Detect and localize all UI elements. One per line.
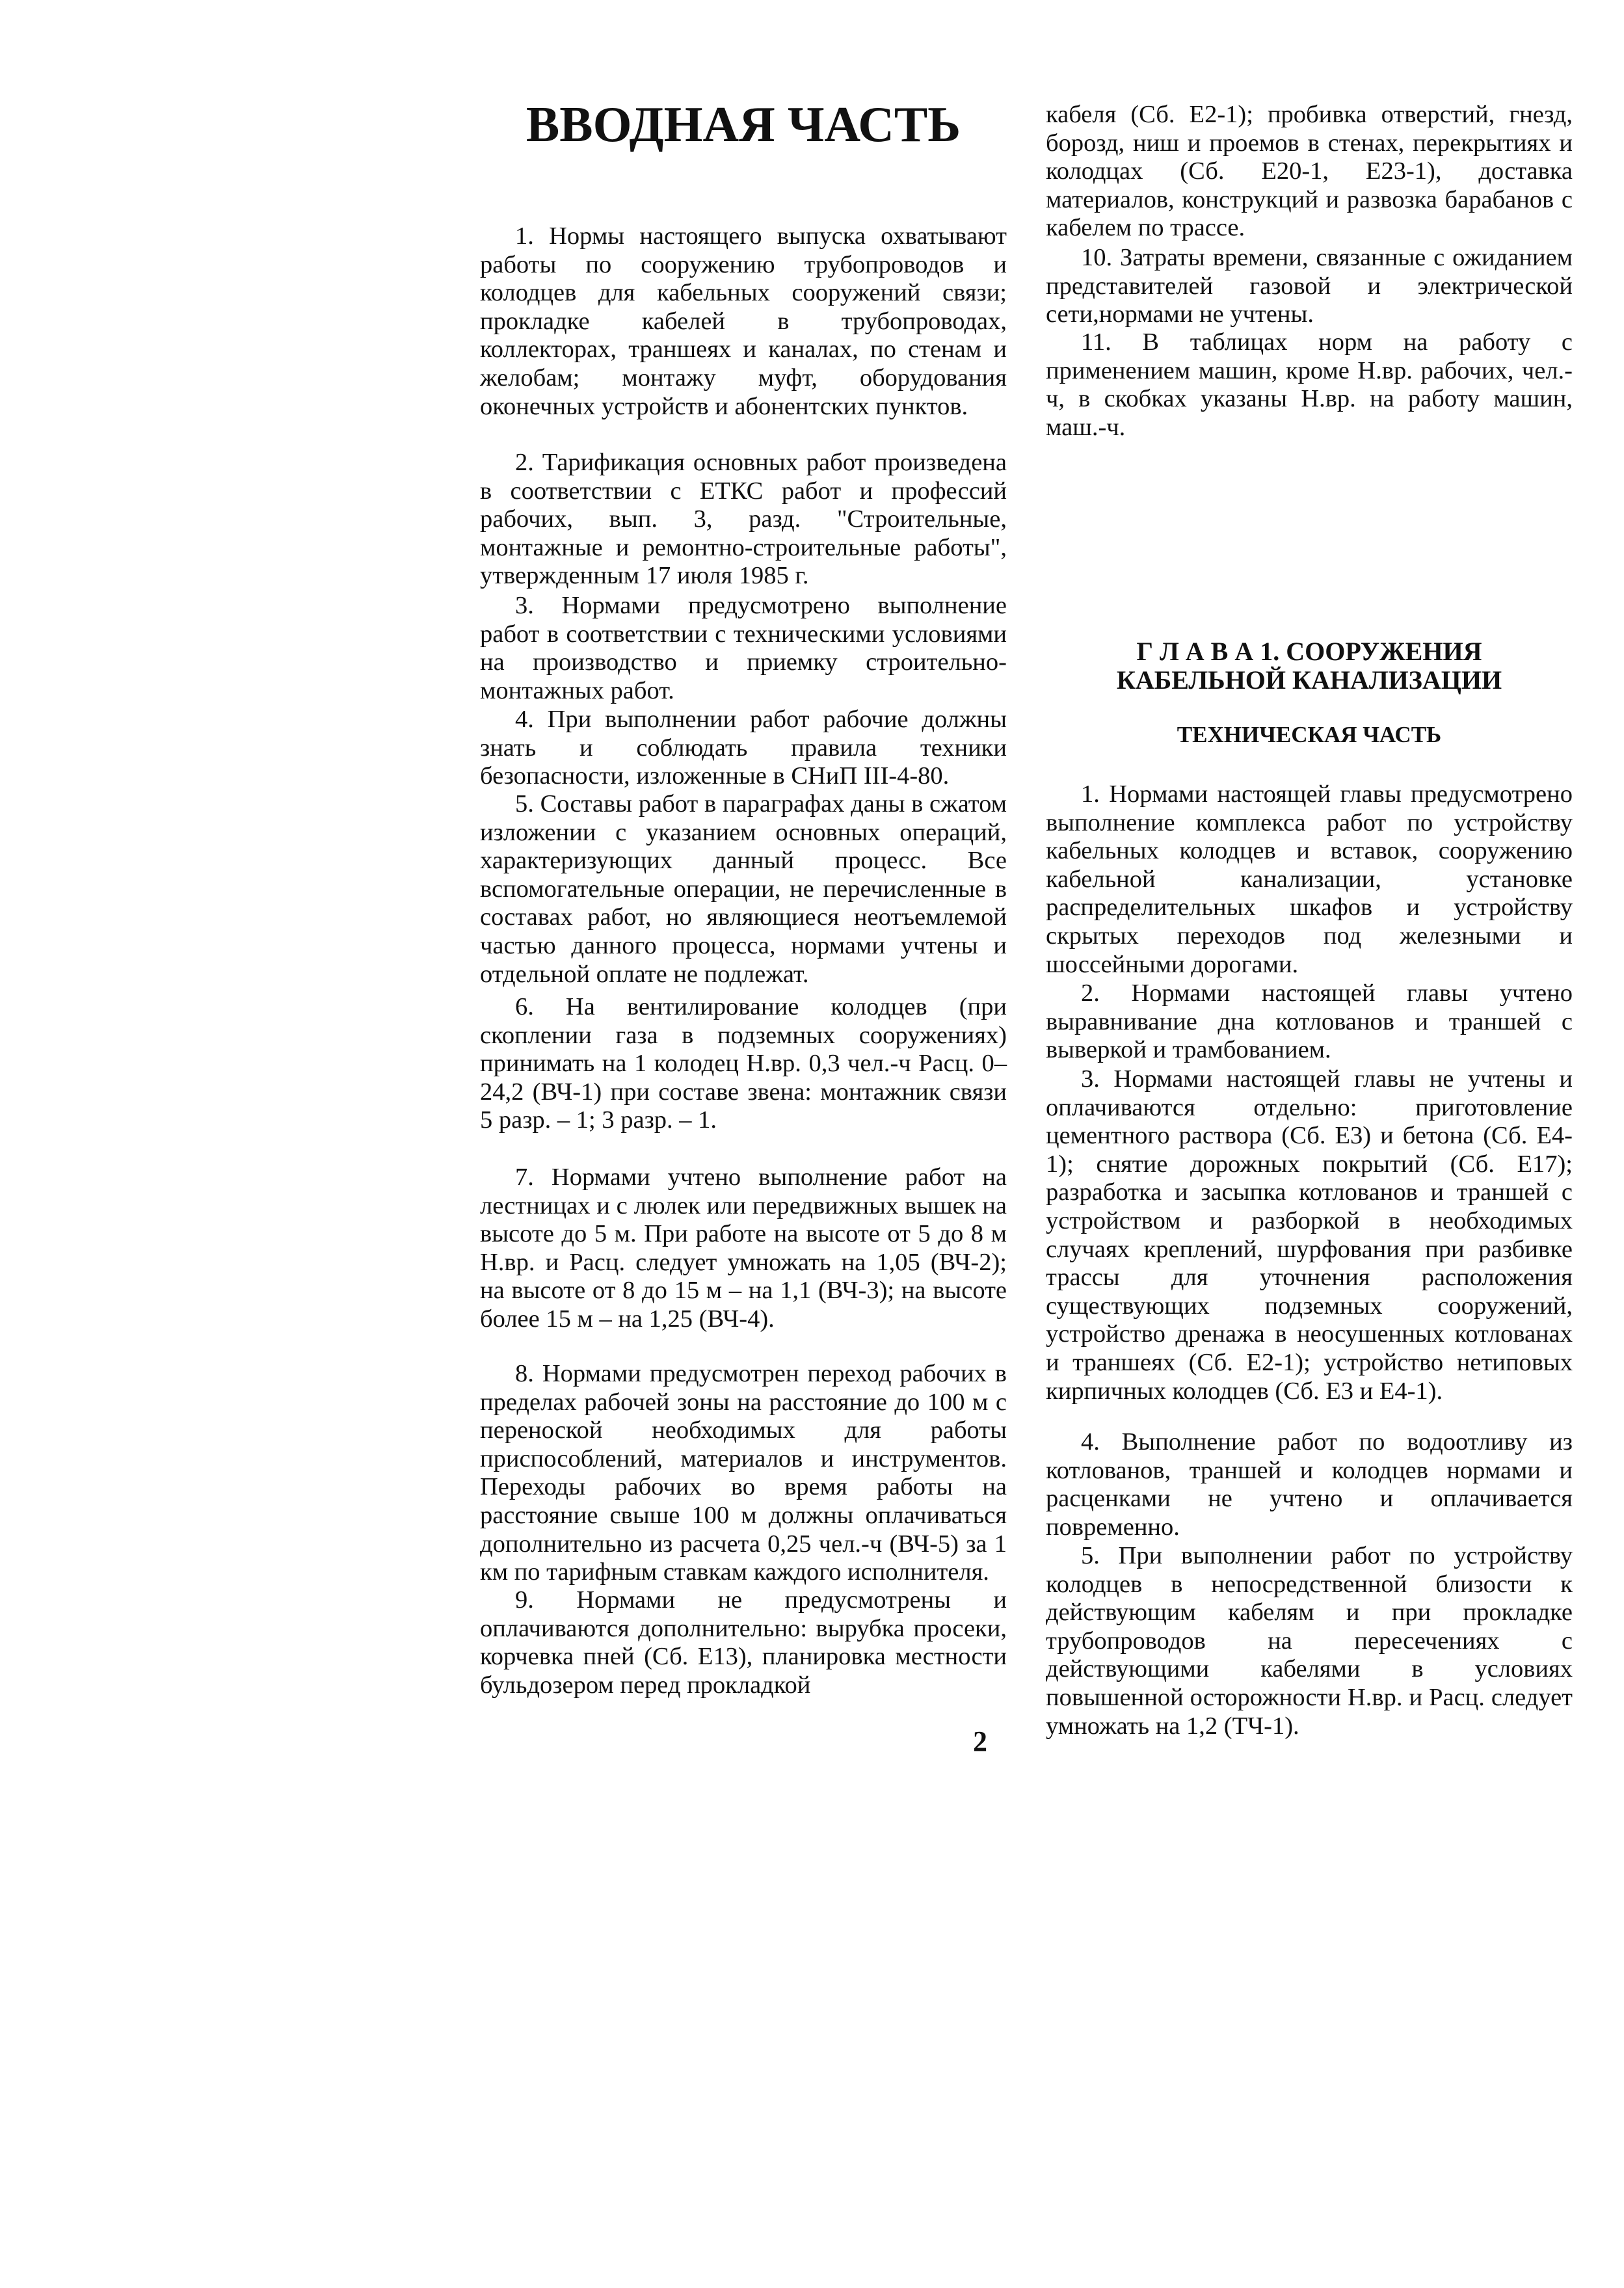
intro-paragraph-3: 3. Нормами предусмотрено выполнение работ в соответствии с техническими условиями на производство и приемку строительно-монтажных работ. (480, 592, 1007, 704)
intro-paragraph-11: 11. В таблицах норм на работу с применением машин, кроме Н.вр. рабочих, чел.-ч, в скобках указаны Н.вр. на работу машин, маш.-ч. (1046, 328, 1573, 441)
intro-paragraph-1: 1. Нормы настоящего выпуска охватывают работы по сооружению трубопроводов и колодцев для кабельных сооружений связи; прокладке кабелей в трубопроводах, коллекторах, траншеях и каналах, по стенам и желобам; монтажу муфт, оборудования оконечных устройств и абонентских пунктов. (480, 222, 1007, 420)
chapter-title-line-1: Г Л А В А 1. СООРУЖЕНИЯ (1136, 637, 1482, 666)
tech-part-title: ТЕХНИЧЕСКАЯ ЧАСТЬ (1177, 722, 1442, 747)
tech-paragraph-2: 2. Нормами настоящей главы учтено выравнивание дна котлованов и траншей с выверкой и трамбованием. (1046, 979, 1573, 1064)
intro-paragraph-10: 10. Затраты времени, связанные с ожиданием представителей газовой и электрической сети,нормами не учтены. (1046, 244, 1573, 328)
intro-paragraph-8: 8. Нормами предусмотрен переход рабочих в пределах рабочей зоны на расстояние до 100 м с переноской необходимых для работы приспособлений, материалов и инструментов. Переходы рабочих во время работы на расстояние свыше 100 м должны оплачиваться дополнительно из расчета 0,25 чел.-ч (ВЧ-5) за 1 км по тарифным ставкам каждого исполнителя. (480, 1360, 1007, 1586)
page-number: 2 (973, 1725, 987, 1757)
intro-continuation: кабеля (Сб. Е2-1); пробивка отверстий, гнезд, борозд, ниш и проемов в стенах, перекрытиях и колодцах (Сб. Е20-1, Е23-1), доставка материалов, конструкций и развозка барабанов с кабелем по трассе. (1046, 101, 1573, 242)
intro-paragraph-9: 9. Нормами не предусмотрены и оплачиваются дополнительно: вырубка просеки, корчевка пней (Сб. Е13), планировка местности бульдозером перед прокладкой (480, 1586, 1007, 1699)
intro-paragraph-7: 7. Нормами учтено выполнение работ на лестницах и с люлек или передвижных вышек на высоте до 5 м. При работе на высоте от 5 до 8 м Н.вр. и Расц. следует умножать на 1,05 (ВЧ-2); на высоте от 8 до 15 м – на 1,1 (ВЧ-3); на высоте более 15 м – на 1,25 (ВЧ-4). (480, 1164, 1007, 1333)
intro-paragraph-4: 4. При выполнении работ рабочие должны знать и соблюдать правила техники безопасности, изложенные в СНиП III-4-80. (480, 706, 1007, 790)
tech-paragraph-3: 3. Нормами настоящей главы не учтены и оплачиваются отдельно: приготовление цементного раствора (Сб. Е3) и бетона (Сб. Е4-1); снятие дорожных покрытий (Сб. Е17); разработка и засыпка котлованов и траншей с устройством и разборкой в необходимых случаях креплений, шурфования при разбивке трассы для уточнения расположения существующих подземных сооружений, устройство дренажа в неосушенных котлованах и траншеях (Сб. Е2-1); устройство нетиповых кирпичных колодцев (Сб. Е3 и Е4-1). (1046, 1065, 1573, 1405)
chapter-title-line-2: КАБЕЛЬНОЙ КАНАЛИЗАЦИИ (1116, 665, 1502, 695)
intro-paragraph-5: 5. Составы работ в параграфах даны в сжатом изложении с указанием основных операций, характеризующих данный процесс. Все вспомогательные операции, не перечисленные в составах работ, но являющиеся неотъемлемой частью данного процесса, нормами учтены и отдельной оплате не подлежат. (480, 790, 1007, 988)
intro-paragraph-6: 6. На вентилирование колодцев (при скоплении газа в подземных сооружениях) принимать на 1 колодец Н.вр. 0,3 чел.-ч Расц. 0–24,2 (ВЧ-1) при составе звена: монтажник связи 5 разр. – 1; 3 разр. – 1. (480, 993, 1007, 1134)
intro-title: ВВОДНАЯ ЧАСТЬ (526, 96, 961, 152)
tech-paragraph-1: 1. Нормами настоящей главы предусмотрено выполнение комплекса работ по устройству кабельных колодцев и вставок, сооружению кабельной канализации, установке распределительных шкафов и устройству скрытых переходов под железными и шоссейными дорогами. (1046, 780, 1573, 978)
tech-paragraph-4: 4. Выполнение работ по водоотливу из котлованов, траншей и колодцев нормами и расценками не учтено и оплачивается повременно. (1046, 1428, 1573, 1541)
tech-paragraph-5: 5. При выполнении работ по устройству колодцев в непосредственной близости к действующим кабелям и при прокладке трубопроводов на пересечениях с действующими кабелями в условиях повышенной осторожности Н.вр. и Расц. следует умножать на 1,2 (ТЧ-1). (1046, 1542, 1573, 1740)
intro-paragraph-2: 2. Тарификация основных работ произведена в соответствии с ЕТКС работ и профессий рабочих, вып. 3, разд. "Строительные, монтажные и ремонтно-строительные работы", утвержденным 17 июля 1985 г. (480, 449, 1007, 590)
